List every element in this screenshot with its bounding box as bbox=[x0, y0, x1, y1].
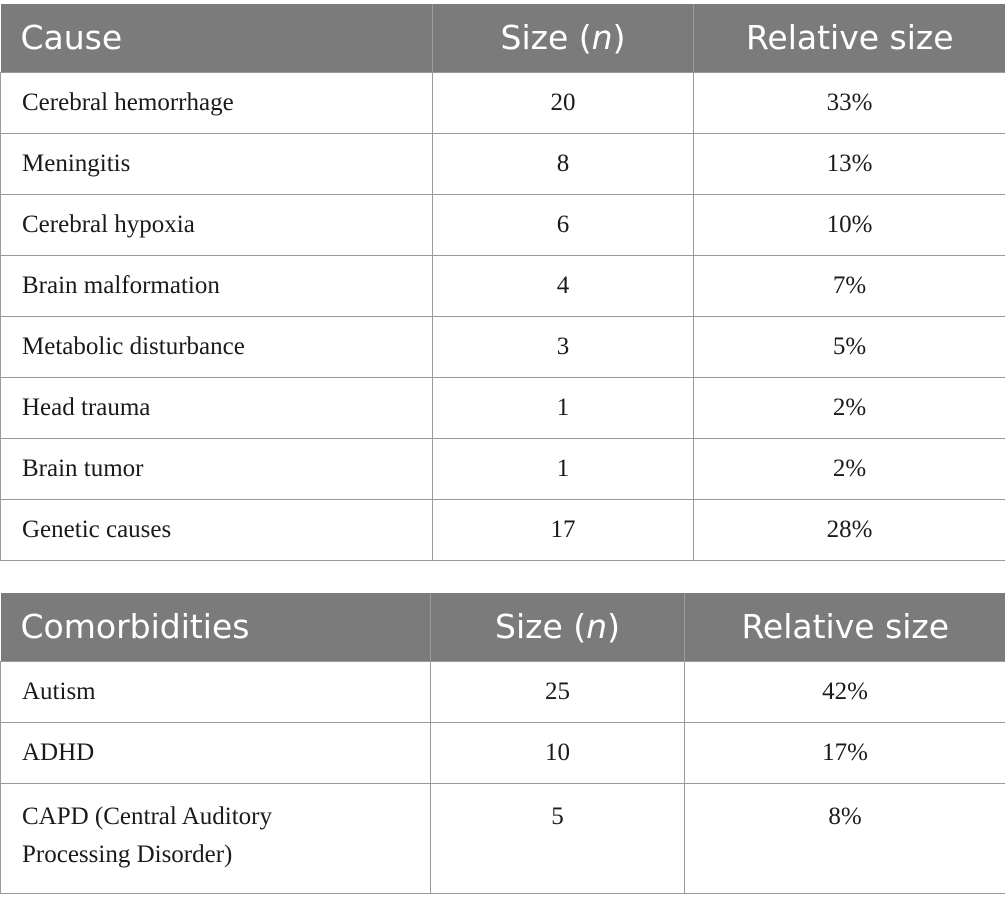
relative-size-value: 2% bbox=[694, 377, 1005, 438]
size-value: 5 bbox=[431, 783, 685, 893]
relative-size-value: 17% bbox=[685, 722, 1005, 783]
table-row bbox=[1, 133, 1005, 194]
comorbidity-label bbox=[1, 783, 431, 893]
relative-size-value: 8% bbox=[685, 783, 1005, 893]
relative-size-column-header: Relative size bbox=[685, 593, 1005, 661]
comorbidity-label: ADHD bbox=[1, 722, 431, 783]
comorbidity-label: Autism bbox=[1, 661, 431, 722]
relative-size-value: 10% bbox=[694, 194, 1005, 255]
relative-size-value: 28% bbox=[694, 499, 1005, 560]
table-row bbox=[1, 377, 1005, 438]
table-row bbox=[1, 661, 1005, 722]
size-value: 20 bbox=[433, 72, 694, 133]
relative-size-value: 33% bbox=[694, 72, 1005, 133]
size-value: 1 bbox=[433, 438, 694, 499]
size-value: 1 bbox=[433, 377, 694, 438]
table-row bbox=[1, 499, 1005, 560]
size-header-prefix: Size ( bbox=[495, 607, 587, 647]
cause-column-header: Cause bbox=[1, 4, 433, 72]
cause-label: Metabolic disturbance bbox=[1, 316, 433, 377]
table-row bbox=[1, 722, 1005, 783]
size-value: 17 bbox=[433, 499, 694, 560]
comorbidities-table bbox=[0, 593, 1005, 894]
size-header-n: n bbox=[586, 607, 608, 647]
size-column-header bbox=[433, 4, 694, 72]
size-header-n: n bbox=[591, 18, 613, 58]
table-row bbox=[1, 255, 1005, 316]
cause-label: Meningitis bbox=[1, 133, 433, 194]
comorbidity-label-line1: CAPD (Central Auditory bbox=[22, 802, 272, 830]
comorbidity-label-line2: Processing Disorder) bbox=[22, 840, 233, 868]
table-row bbox=[1, 783, 1005, 893]
relative-size-column-header: Relative size bbox=[694, 4, 1005, 72]
size-header-prefix: Size ( bbox=[500, 18, 592, 58]
relative-size-value: 7% bbox=[694, 255, 1005, 316]
comorbidities-column-header: Comorbidities bbox=[1, 593, 431, 661]
size-value: 4 bbox=[433, 255, 694, 316]
relative-size-value: 42% bbox=[685, 661, 1005, 722]
size-value: 8 bbox=[433, 133, 694, 194]
size-value: 6 bbox=[433, 194, 694, 255]
causes-header-row bbox=[1, 4, 1005, 72]
cause-label: Cerebral hemorrhage bbox=[1, 72, 433, 133]
cause-label: Cerebral hypoxia bbox=[1, 194, 433, 255]
relative-size-value: 2% bbox=[694, 438, 1005, 499]
size-column-header bbox=[431, 593, 685, 661]
cause-label: Brain malformation bbox=[1, 255, 433, 316]
size-value: 3 bbox=[433, 316, 694, 377]
cause-label: Genetic causes bbox=[1, 499, 433, 560]
cause-label: Brain tumor bbox=[1, 438, 433, 499]
comorbidities-header-row bbox=[1, 593, 1005, 661]
table-row bbox=[1, 194, 1005, 255]
table-row bbox=[1, 316, 1005, 377]
table-row bbox=[1, 72, 1005, 133]
relative-size-value: 5% bbox=[694, 316, 1005, 377]
cause-label: Head trauma bbox=[1, 377, 433, 438]
relative-size-value: 13% bbox=[694, 133, 1005, 194]
size-value: 10 bbox=[431, 722, 685, 783]
size-header-suffix: ) bbox=[612, 18, 626, 58]
size-header-suffix: ) bbox=[607, 607, 620, 647]
table-row bbox=[1, 438, 1005, 499]
size-value: 25 bbox=[431, 661, 685, 722]
causes-table bbox=[0, 4, 1005, 561]
